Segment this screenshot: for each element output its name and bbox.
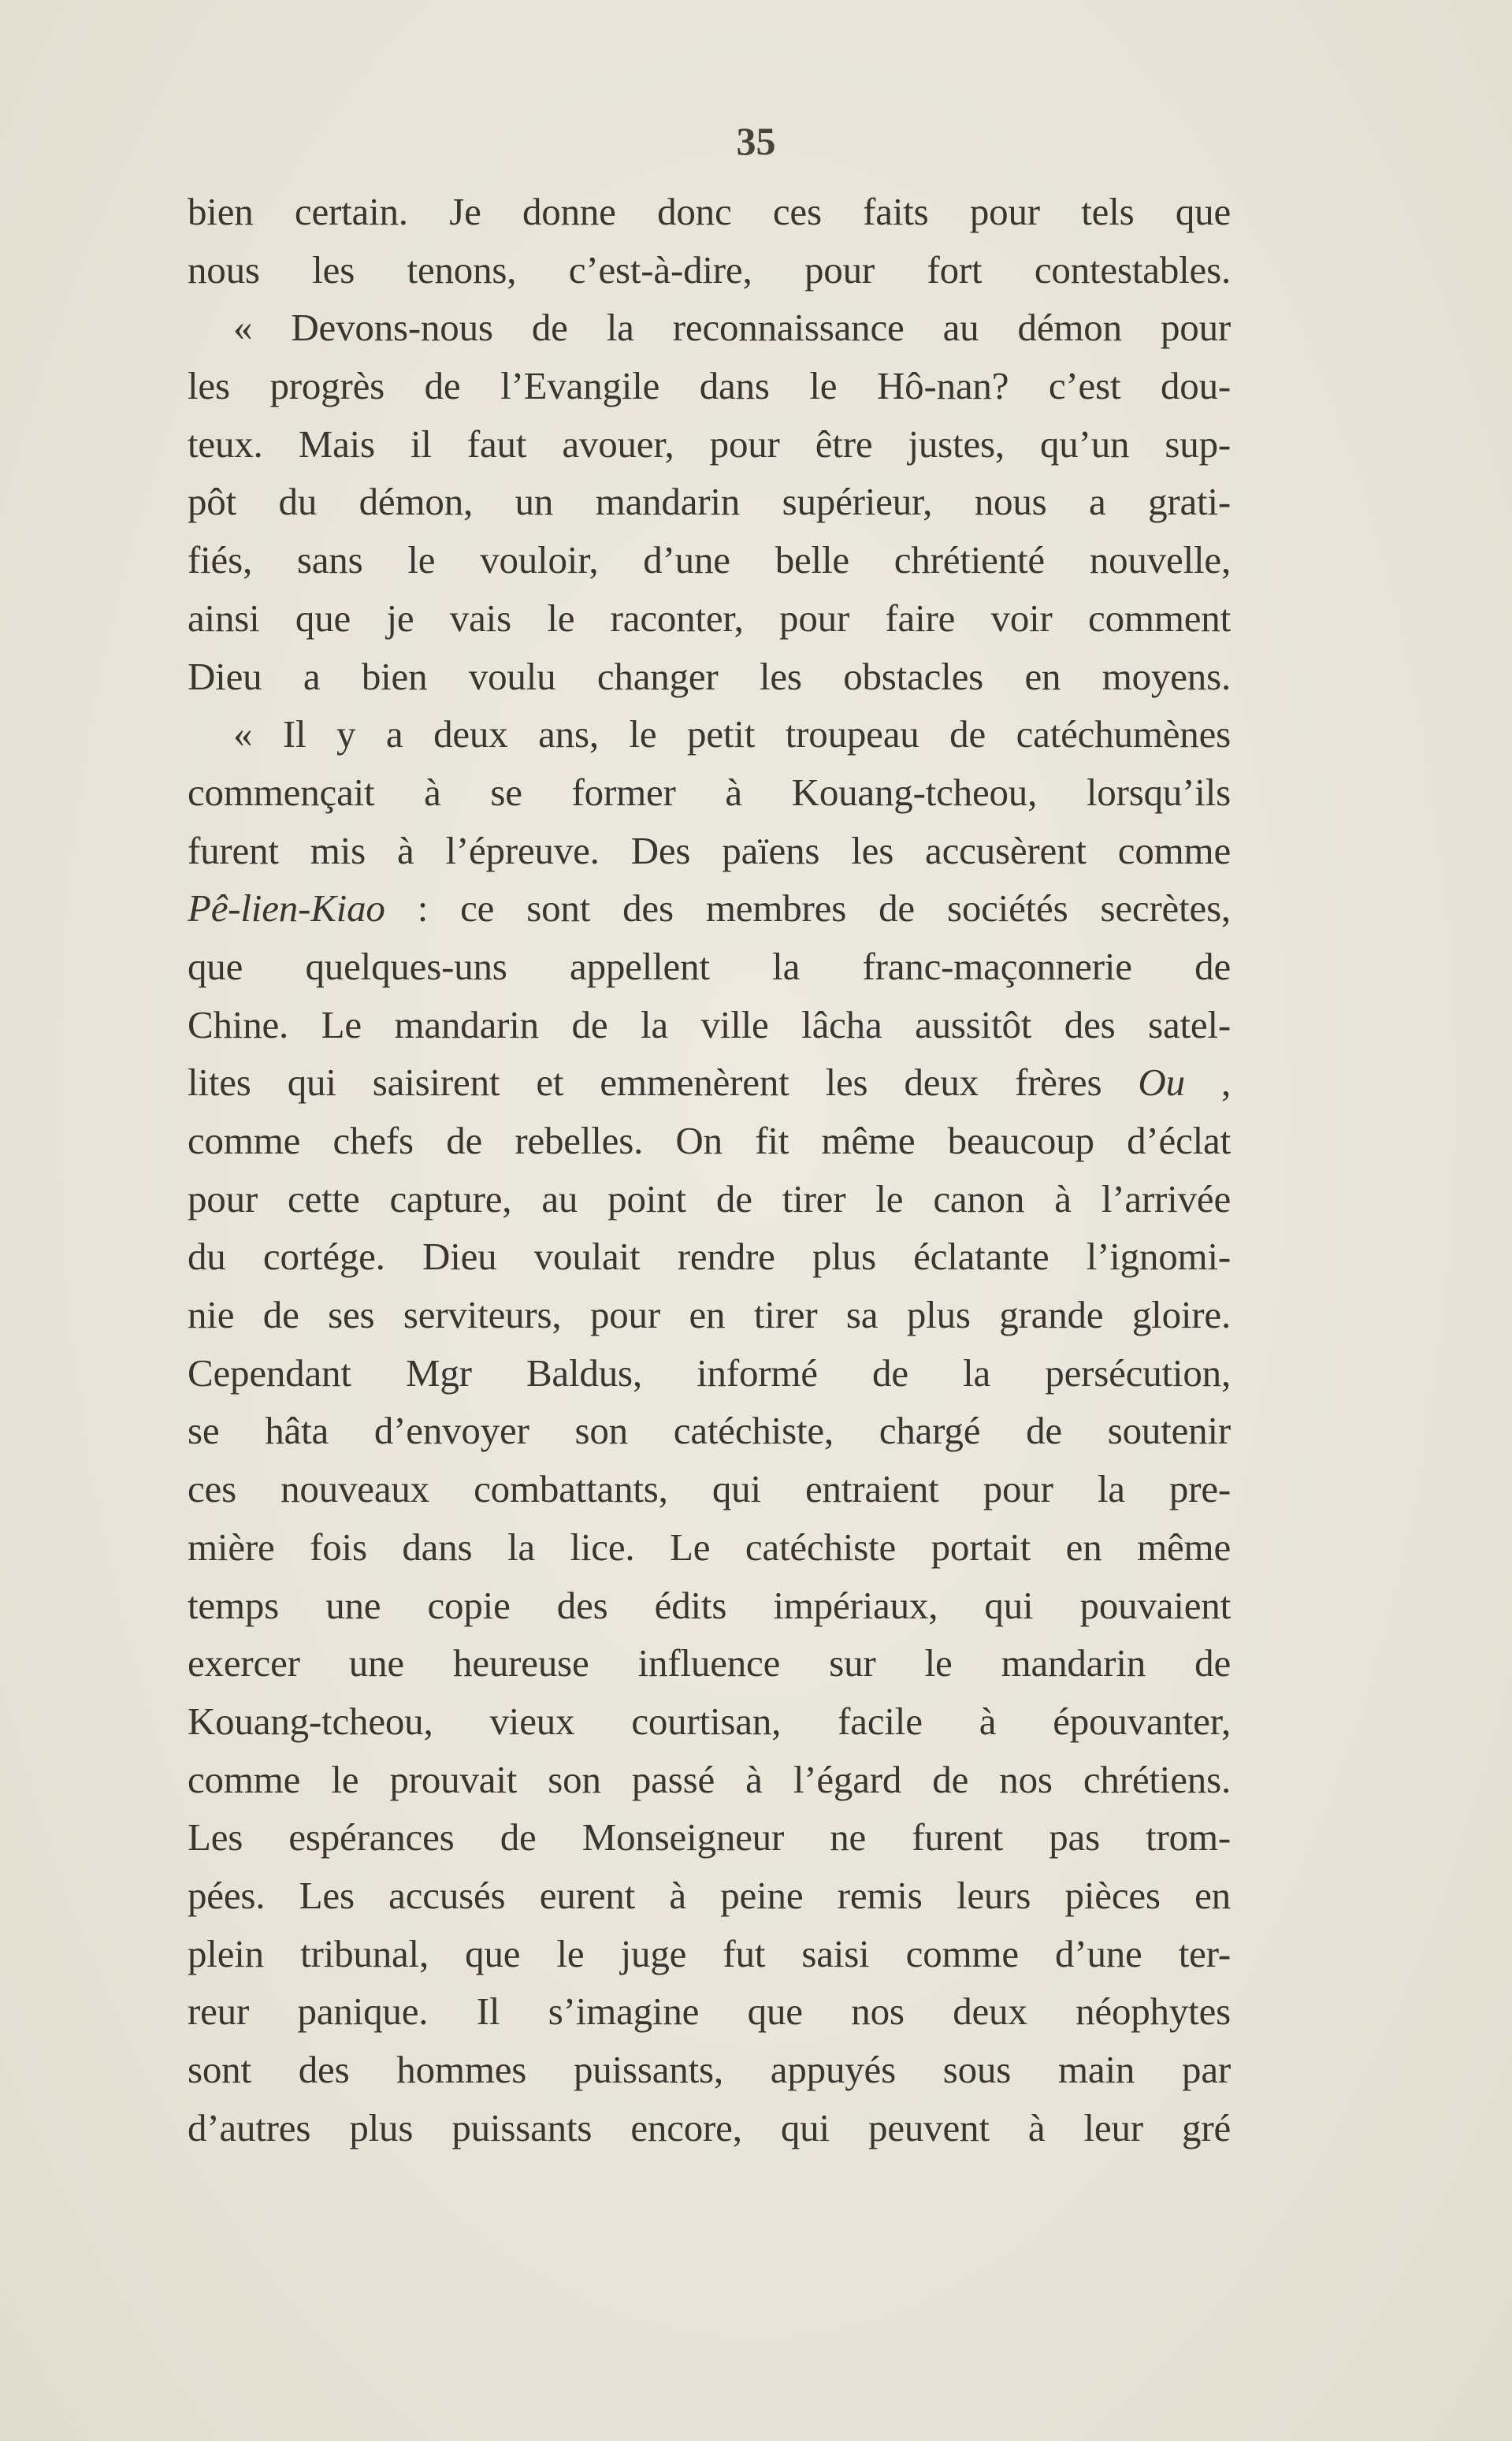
text-line: ainsi que je vais le raconter, pour faire voir comment <box>188 596 1231 640</box>
text-line: lites qui saisirent et emmenèrent les deux frères Ou , <box>188 1061 1232 1105</box>
page-number: 35 <box>736 119 776 163</box>
text-line: bien certain. Je donne donc ces faits pour tels que <box>188 190 1231 233</box>
text-line: pôt du démon, un mandarin supérieur, nous a grati- <box>188 480 1231 524</box>
text-line: ces nouveaux combattants, qui entraient pour la pre- <box>188 1467 1231 1511</box>
text-line: les progrès de l’Evangile dans le Hô-nan? c’est dou- <box>188 364 1231 408</box>
text-line: se hâta d’envoyer son catéchiste, chargé de soutenir <box>188 1409 1231 1453</box>
text-line: exercer une heureuse influence sur le mandarin de <box>188 1641 1231 1685</box>
text-line: Les espérances de Monseigneur ne furent pas trom- <box>188 1815 1231 1860</box>
text-line: teux. Mais il faut avouer, pour être justes, qu’un sup- <box>188 422 1231 466</box>
text-line: Kouang-tcheou, vieux courtisan, facile à épouvanter, <box>188 1699 1231 1743</box>
text-line: sont des hommes puissants, appuyés sous main par <box>188 2048 1231 2091</box>
text-line: furent mis à l’épreuve. Des païens les accusèrent comme <box>188 828 1231 872</box>
text-line: comme chefs de rebelles. On fit même beaucoup d’éclat <box>188 1119 1231 1162</box>
text-line: nie de ses serviteurs, pour en tirer sa plus grande gloire. <box>188 1293 1231 1337</box>
text-line: comme le prouvait son passé à l’égard de nos chrétiens. <box>188 1757 1231 1801</box>
text-line: Cependant Mgr Baldus, informé de la persécution, <box>188 1351 1231 1395</box>
text-line: du cortége. Dieu voulait rendre plus éclatante l’ignomi- <box>188 1235 1231 1279</box>
text-line: pées. Les accusés eurent à peine remis leurs pièces en <box>188 1873 1231 1917</box>
text-line: « Il y a deux ans, le petit troupeau de catéchumènes <box>233 712 1231 756</box>
text-line: commençait à se former à Kouang-tcheou, lorsqu’ils <box>188 770 1231 814</box>
text-line: Dieu a bien voulu changer les obstacles en moyens. <box>188 654 1231 698</box>
text-line: Chine. Le mandarin de la ville lâcha aussitôt des satel- <box>188 1002 1231 1046</box>
paragraph <box>188 299 1231 705</box>
text-line: Pê-lien-Kiao : ce sont des membres de sociétés secrètes, <box>188 886 1231 931</box>
text-line: d’autres plus puissants encore, qui peuvent à leur gré <box>188 2105 1231 2149</box>
text-line: nous les tenons, c’est-à-dire, pour fort contestables. <box>188 247 1231 292</box>
text-line: reur panique. Il s’imagine que nos deux néophytes <box>188 1990 1231 2034</box>
text-line: plein tribunal, que le juge fut saisi comme d’une ter- <box>188 1931 1231 1975</box>
paragraph <box>188 705 1231 2157</box>
body-text <box>188 183 1231 2157</box>
paragraph <box>188 183 1231 299</box>
text-line: pour cette capture, au point de tirer le canon à l’arrivée <box>188 1176 1231 1220</box>
text-line: « Devons-nous de la reconnaissance au démon pour <box>233 306 1231 350</box>
text-line: fiés, sans le vouloir, d’une belle chrétienté nouvelle, <box>188 538 1231 582</box>
text-line: que quelques-uns appellent la franc-maçonnerie de <box>188 944 1231 988</box>
text-line: temps une copie des édits impériaux, qui pouvaient <box>188 1583 1231 1627</box>
text-line: mière fois dans la lice. Le catéchiste portait en même <box>188 1525 1231 1569</box>
